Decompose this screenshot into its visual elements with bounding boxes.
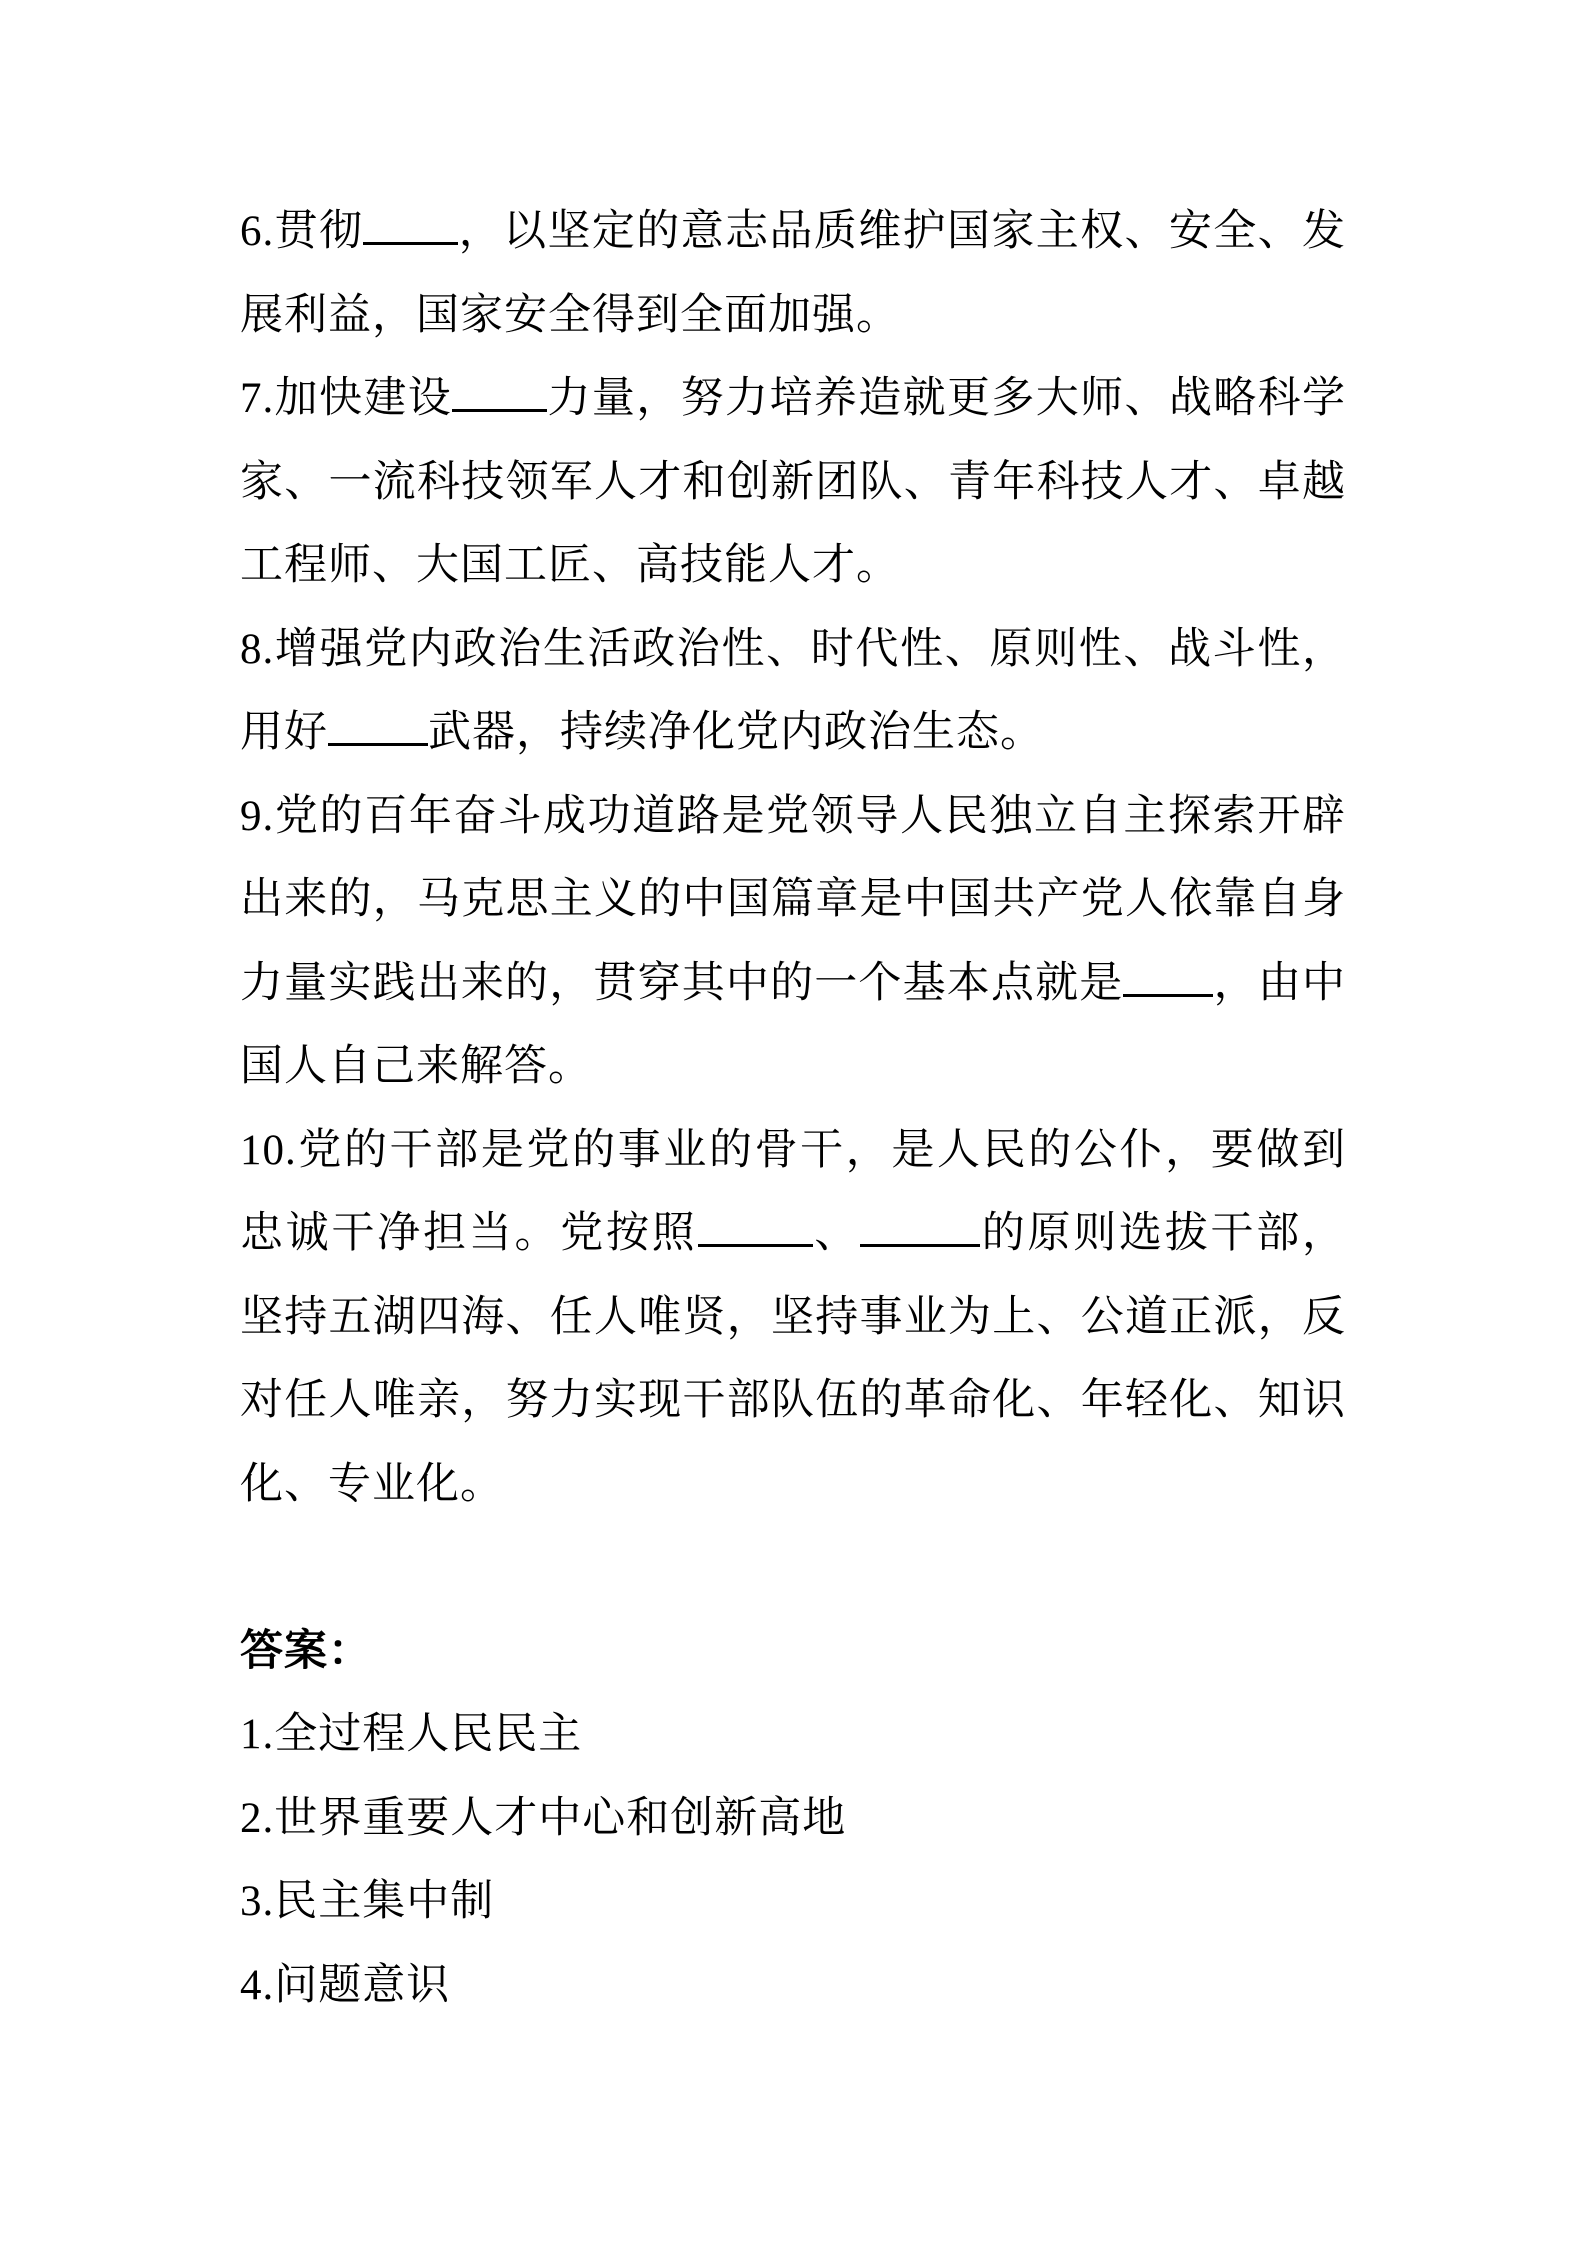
question-text: 9.党的百年奋斗成功道路是党领导人民独立自主探索开辟出来的，马克思主义的中国篇章是中国共产党人依靠自身力量实践出来的，贯穿其中的一个基本点就是: [240, 792, 1346, 1007]
answer-item: 3.民主集中制: [240, 1878, 495, 1925]
question-8: [240, 608, 1346, 775]
question-7: [240, 357, 1346, 608]
answer-item: 4.问题意识: [240, 1961, 451, 2009]
fill-in-blank: [860, 1243, 980, 1247]
fill-in-blank: [698, 1243, 813, 1247]
question-text: 8.增强党内政治生活政治性、时代性、原则性、战斗性，用好: [240, 625, 1346, 756]
fill-in-blank: [1123, 993, 1213, 997]
document-content: [240, 190, 1346, 2027]
question-10: [240, 1109, 1346, 1527]
question-text: 、: [812, 1210, 860, 1257]
question-text: 的原则选拔干部，坚持五湖四海、任人唯贤，坚持事业为上、公道正派，反对任人唯亲，努力实现干部队伍的革命化、年轻化、知识化、专业化。: [240, 1210, 1346, 1508]
question-text: ，由中国人自己来解答。: [240, 959, 1347, 1090]
answers-heading: 答案：: [240, 1626, 372, 1675]
question-text: 力量，努力培养造就更多大师、战略科学家、一流科技领军人才和创新团队、青年科技人才、卓越工程师、大国工匠、高技能人才。: [240, 375, 1347, 589]
question-9: [240, 775, 1346, 1109]
question-text: 7.加快建设: [240, 375, 453, 422]
question-text: 10.党的干部是党的事业的骨干，是人民的公仆，要做到忠诚干净担当。党按照: [240, 1126, 1346, 1257]
question-text: 6.贯彻: [240, 208, 364, 255]
fill-in-blank: [363, 241, 458, 245]
questions-section: [240, 190, 1346, 1526]
question-6: [240, 190, 1346, 357]
question-text: ，以坚定的意志品质维护国家主权、安全、发展利益，国家安全得到全面加强。: [240, 208, 1347, 339]
answer-item: 2.世界重要人才中心和创新高地: [240, 1794, 847, 1842]
fill-in-blank: [328, 742, 428, 746]
answer-item: 1.全过程人民民主: [240, 1711, 583, 1758]
fill-in-blank: [452, 408, 547, 412]
blank-line: [240, 1526, 1346, 1610]
question-text: 武器，持续净化党内政治生态。: [428, 709, 1044, 756]
